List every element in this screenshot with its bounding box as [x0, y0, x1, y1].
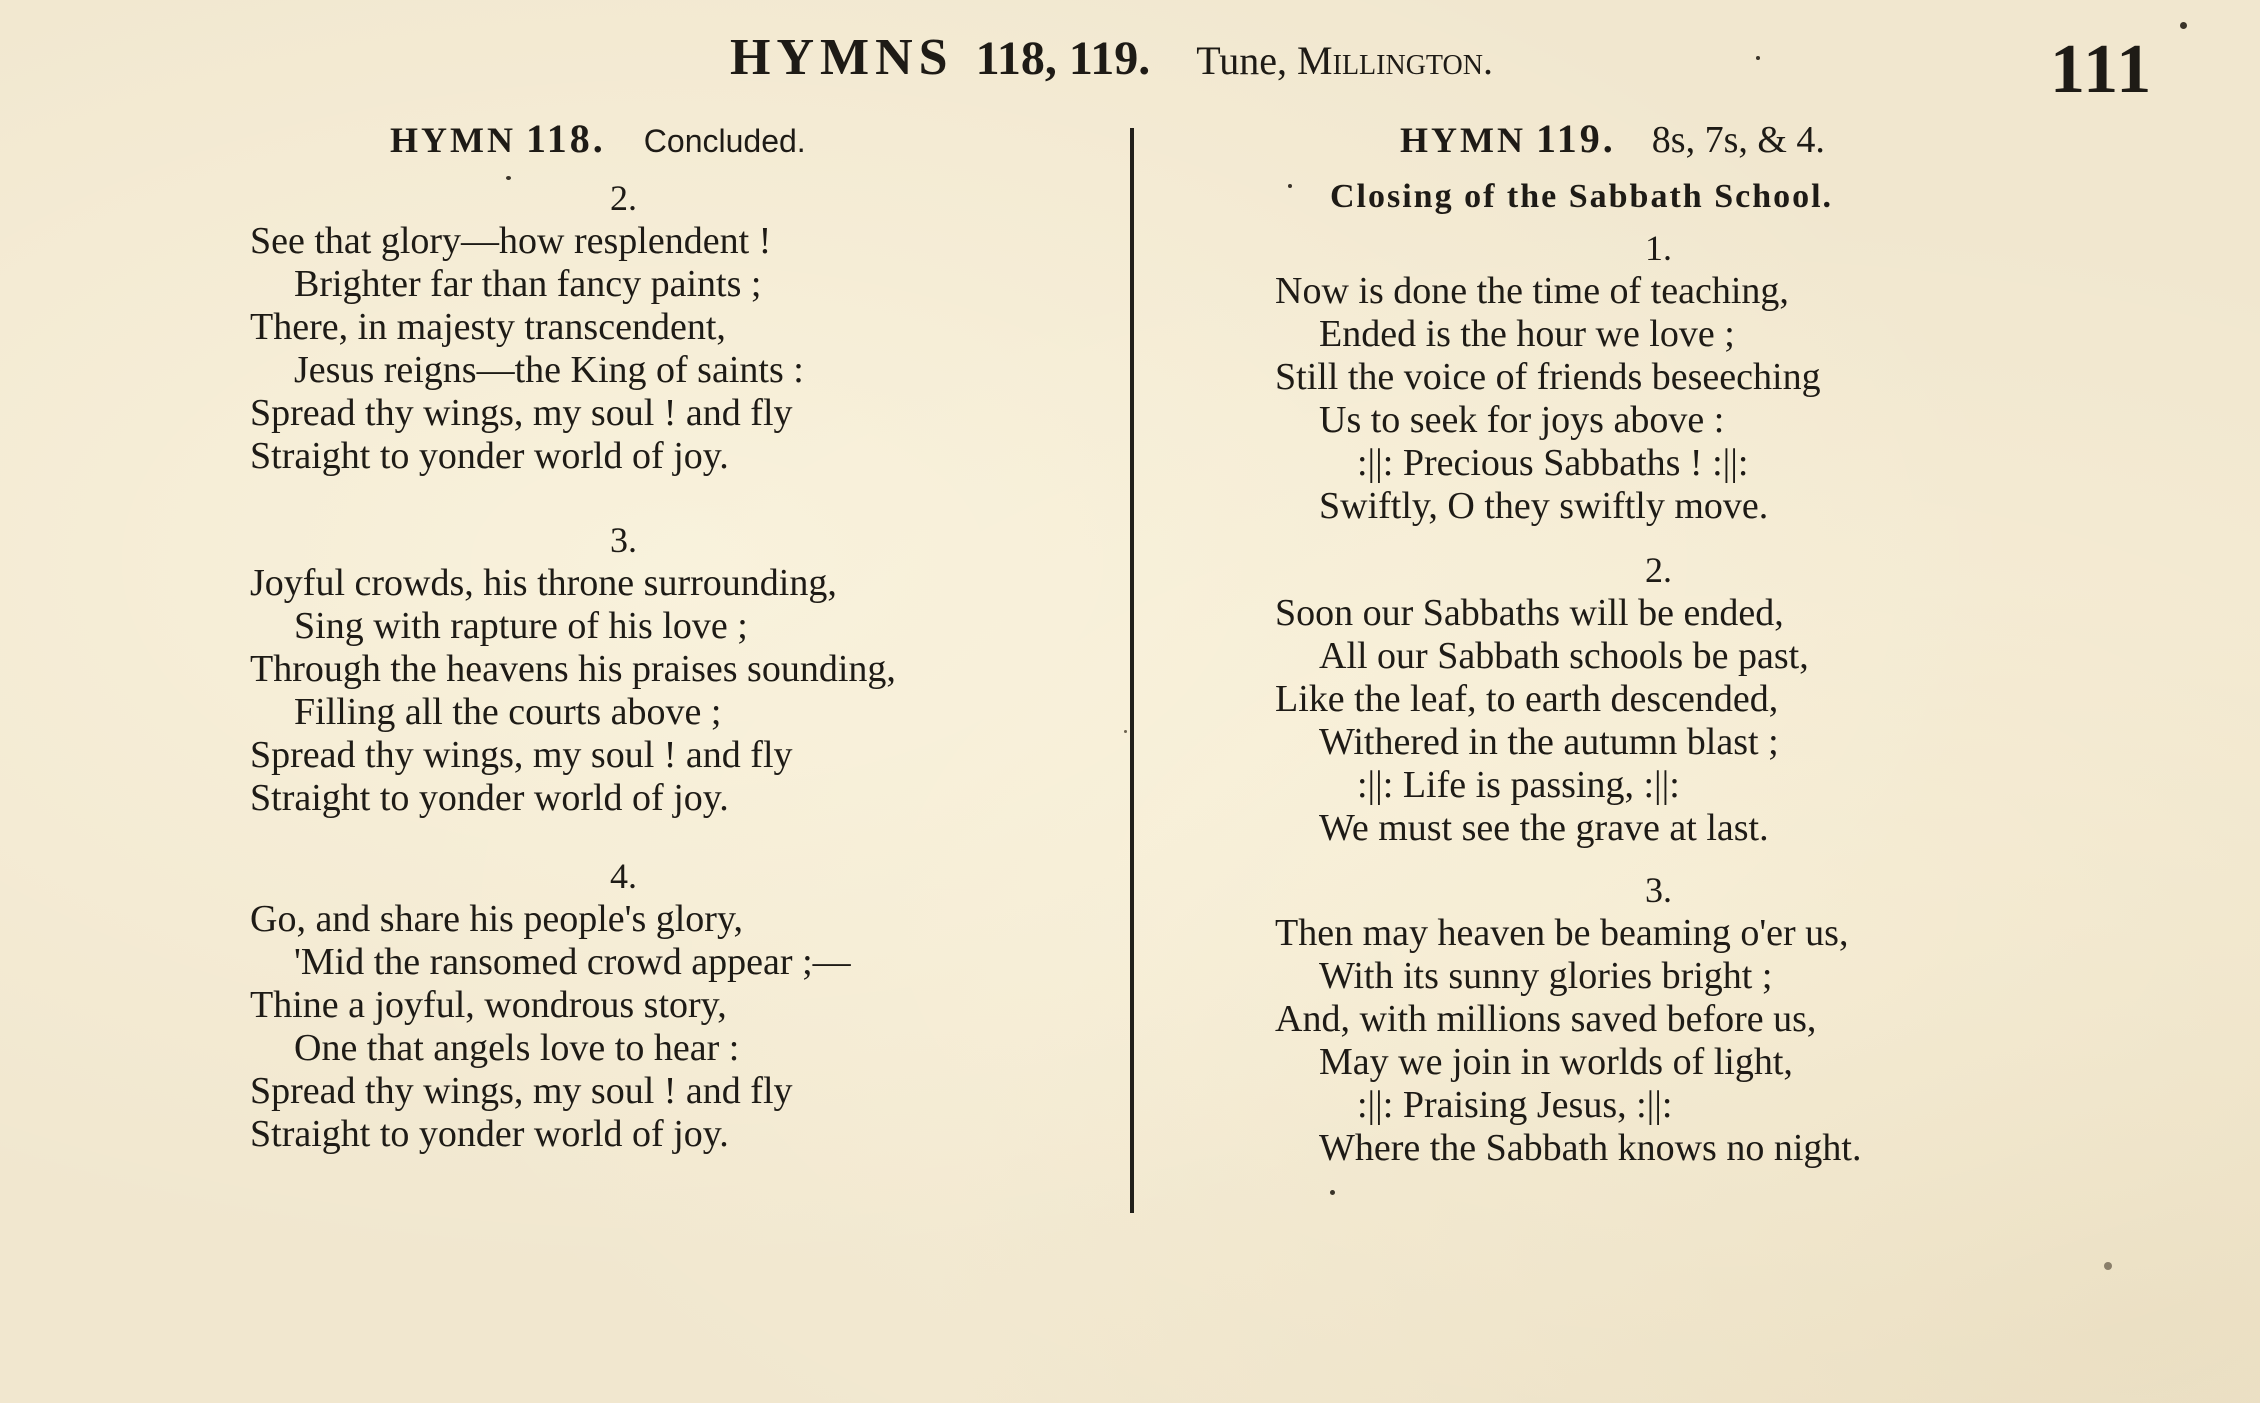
stanza-number: 3. [1645, 870, 1672, 910]
running-head-numbers: 118, 119. [975, 32, 1151, 85]
stanza [250, 176, 1090, 478]
stanza [1275, 226, 2095, 528]
stanza-number: 1. [1645, 228, 1672, 268]
stanza-number: 4. [610, 856, 637, 896]
verse-line: And, with millions saved before us, [1275, 998, 1817, 1040]
verse-line: Straight to yonder world of joy. [250, 1113, 729, 1155]
verse-line: Thine a joyful, wondrous story, [250, 984, 727, 1026]
verse-line: See that glory—how resplendent ! [250, 220, 772, 262]
paper-speck [1288, 184, 1292, 188]
left-column [250, 110, 1090, 1156]
paper-speck [1756, 56, 1760, 60]
refrain-line: :||: Precious Sabbaths ! :||: [1357, 442, 1749, 484]
verse-line: Filling all the courts above ; [294, 691, 722, 733]
hymn-label: HYMN [1400, 120, 1526, 160]
column-divider [1130, 128, 1134, 1213]
page-number: 111 [2050, 31, 2154, 108]
verse-line: Brighter far than fancy paints ; [294, 263, 762, 305]
hymn-number: 118. [525, 116, 606, 161]
verse-line: Spread thy wings, my soul ! and fly [250, 734, 793, 776]
right-column [1275, 110, 2095, 1170]
verse-line: Straight to yonder world of joy. [250, 435, 729, 477]
hymn-meter: 8s, 7s, & 4. [1651, 119, 1825, 161]
verse-line: We must see the grave at last. [1319, 807, 1769, 849]
verse-line: Spread thy wings, my soul ! and fly [250, 1070, 793, 1112]
hymn-note: Concluded. [643, 123, 806, 159]
stanza [250, 854, 1090, 1156]
verse-line: Go, and share his people's glory, [250, 898, 743, 940]
stanza [1275, 548, 2095, 850]
hymn-label: HYMN [390, 120, 516, 160]
paper-speck [1330, 1190, 1335, 1195]
verse-line: Like the leaf, to earth descended, [1275, 678, 1779, 720]
refrain-line: :||: Life is passing, :||: [1357, 764, 1680, 806]
verse-line: Soon our Sabbaths will be ended, [1275, 592, 1784, 634]
paper-speck [506, 176, 511, 180]
running-head [730, 26, 1493, 93]
tune-label: Tune, [1196, 38, 1288, 83]
paper-speck [2180, 22, 2187, 29]
verse-line: 'Mid the ransomed crowd appear ;— [294, 941, 851, 983]
verse-line: One that angels love to hear : [294, 1027, 740, 1069]
verse-line: Still the voice of friends beseeching [1275, 356, 1821, 398]
verse-line: There, in majesty transcendent, [250, 306, 726, 348]
running-head-tune [1196, 38, 1493, 83]
verse-line: Ended is the hour we love ; [1319, 313, 1735, 355]
hymn-118-heading [390, 110, 1090, 168]
verse-line: Jesus reigns—the King of saints : [294, 349, 804, 391]
verse-line: Then may heaven be beaming o'er us, [1275, 912, 1849, 954]
running-head-hymns: HYMNS [730, 29, 954, 86]
verse-line: Now is done the time of teaching, [1275, 270, 1789, 312]
verse-line: Sing with rapture of his love ; [294, 605, 748, 647]
hymn-119-heading [1400, 110, 2095, 168]
hymn-number: 119. [1535, 116, 1616, 161]
stanza [1275, 868, 2095, 1170]
hymn-subtitle: Closing of the Sabbath School. [1330, 178, 1834, 215]
tune-name: Millington. [1297, 38, 1493, 83]
verse-line: Us to seek for joys above : [1319, 399, 1725, 441]
verse-line: Swiftly, O they swiftly move. [1319, 485, 1769, 527]
stanza-number: 2. [1645, 550, 1672, 590]
verse-line: Where the Sabbath knows no night. [1319, 1127, 1862, 1169]
paper-speck [1124, 730, 1127, 733]
verse-line: With its sunny glories bright ; [1319, 955, 1773, 997]
stanza-number: 3. [610, 520, 637, 560]
refrain-line: :||: Praising Jesus, :||: [1357, 1084, 1673, 1126]
verse-line: Through the heavens his praises sounding, [250, 648, 896, 690]
stanza-number: 2. [610, 178, 637, 218]
stanza [250, 518, 1090, 820]
verse-line: Spread thy wings, my soul ! and fly [250, 392, 793, 434]
verse-line: Joyful crowds, his throne surrounding, [250, 562, 837, 604]
verse-line: All our Sabbath schools be past, [1319, 635, 1809, 677]
verse-line: Straight to yonder world of joy. [250, 777, 729, 819]
verse-line: Withered in the autumn blast ; [1319, 721, 1779, 763]
paper-speck [2104, 1262, 2112, 1270]
verse-line: May we join in worlds of light, [1319, 1041, 1793, 1083]
